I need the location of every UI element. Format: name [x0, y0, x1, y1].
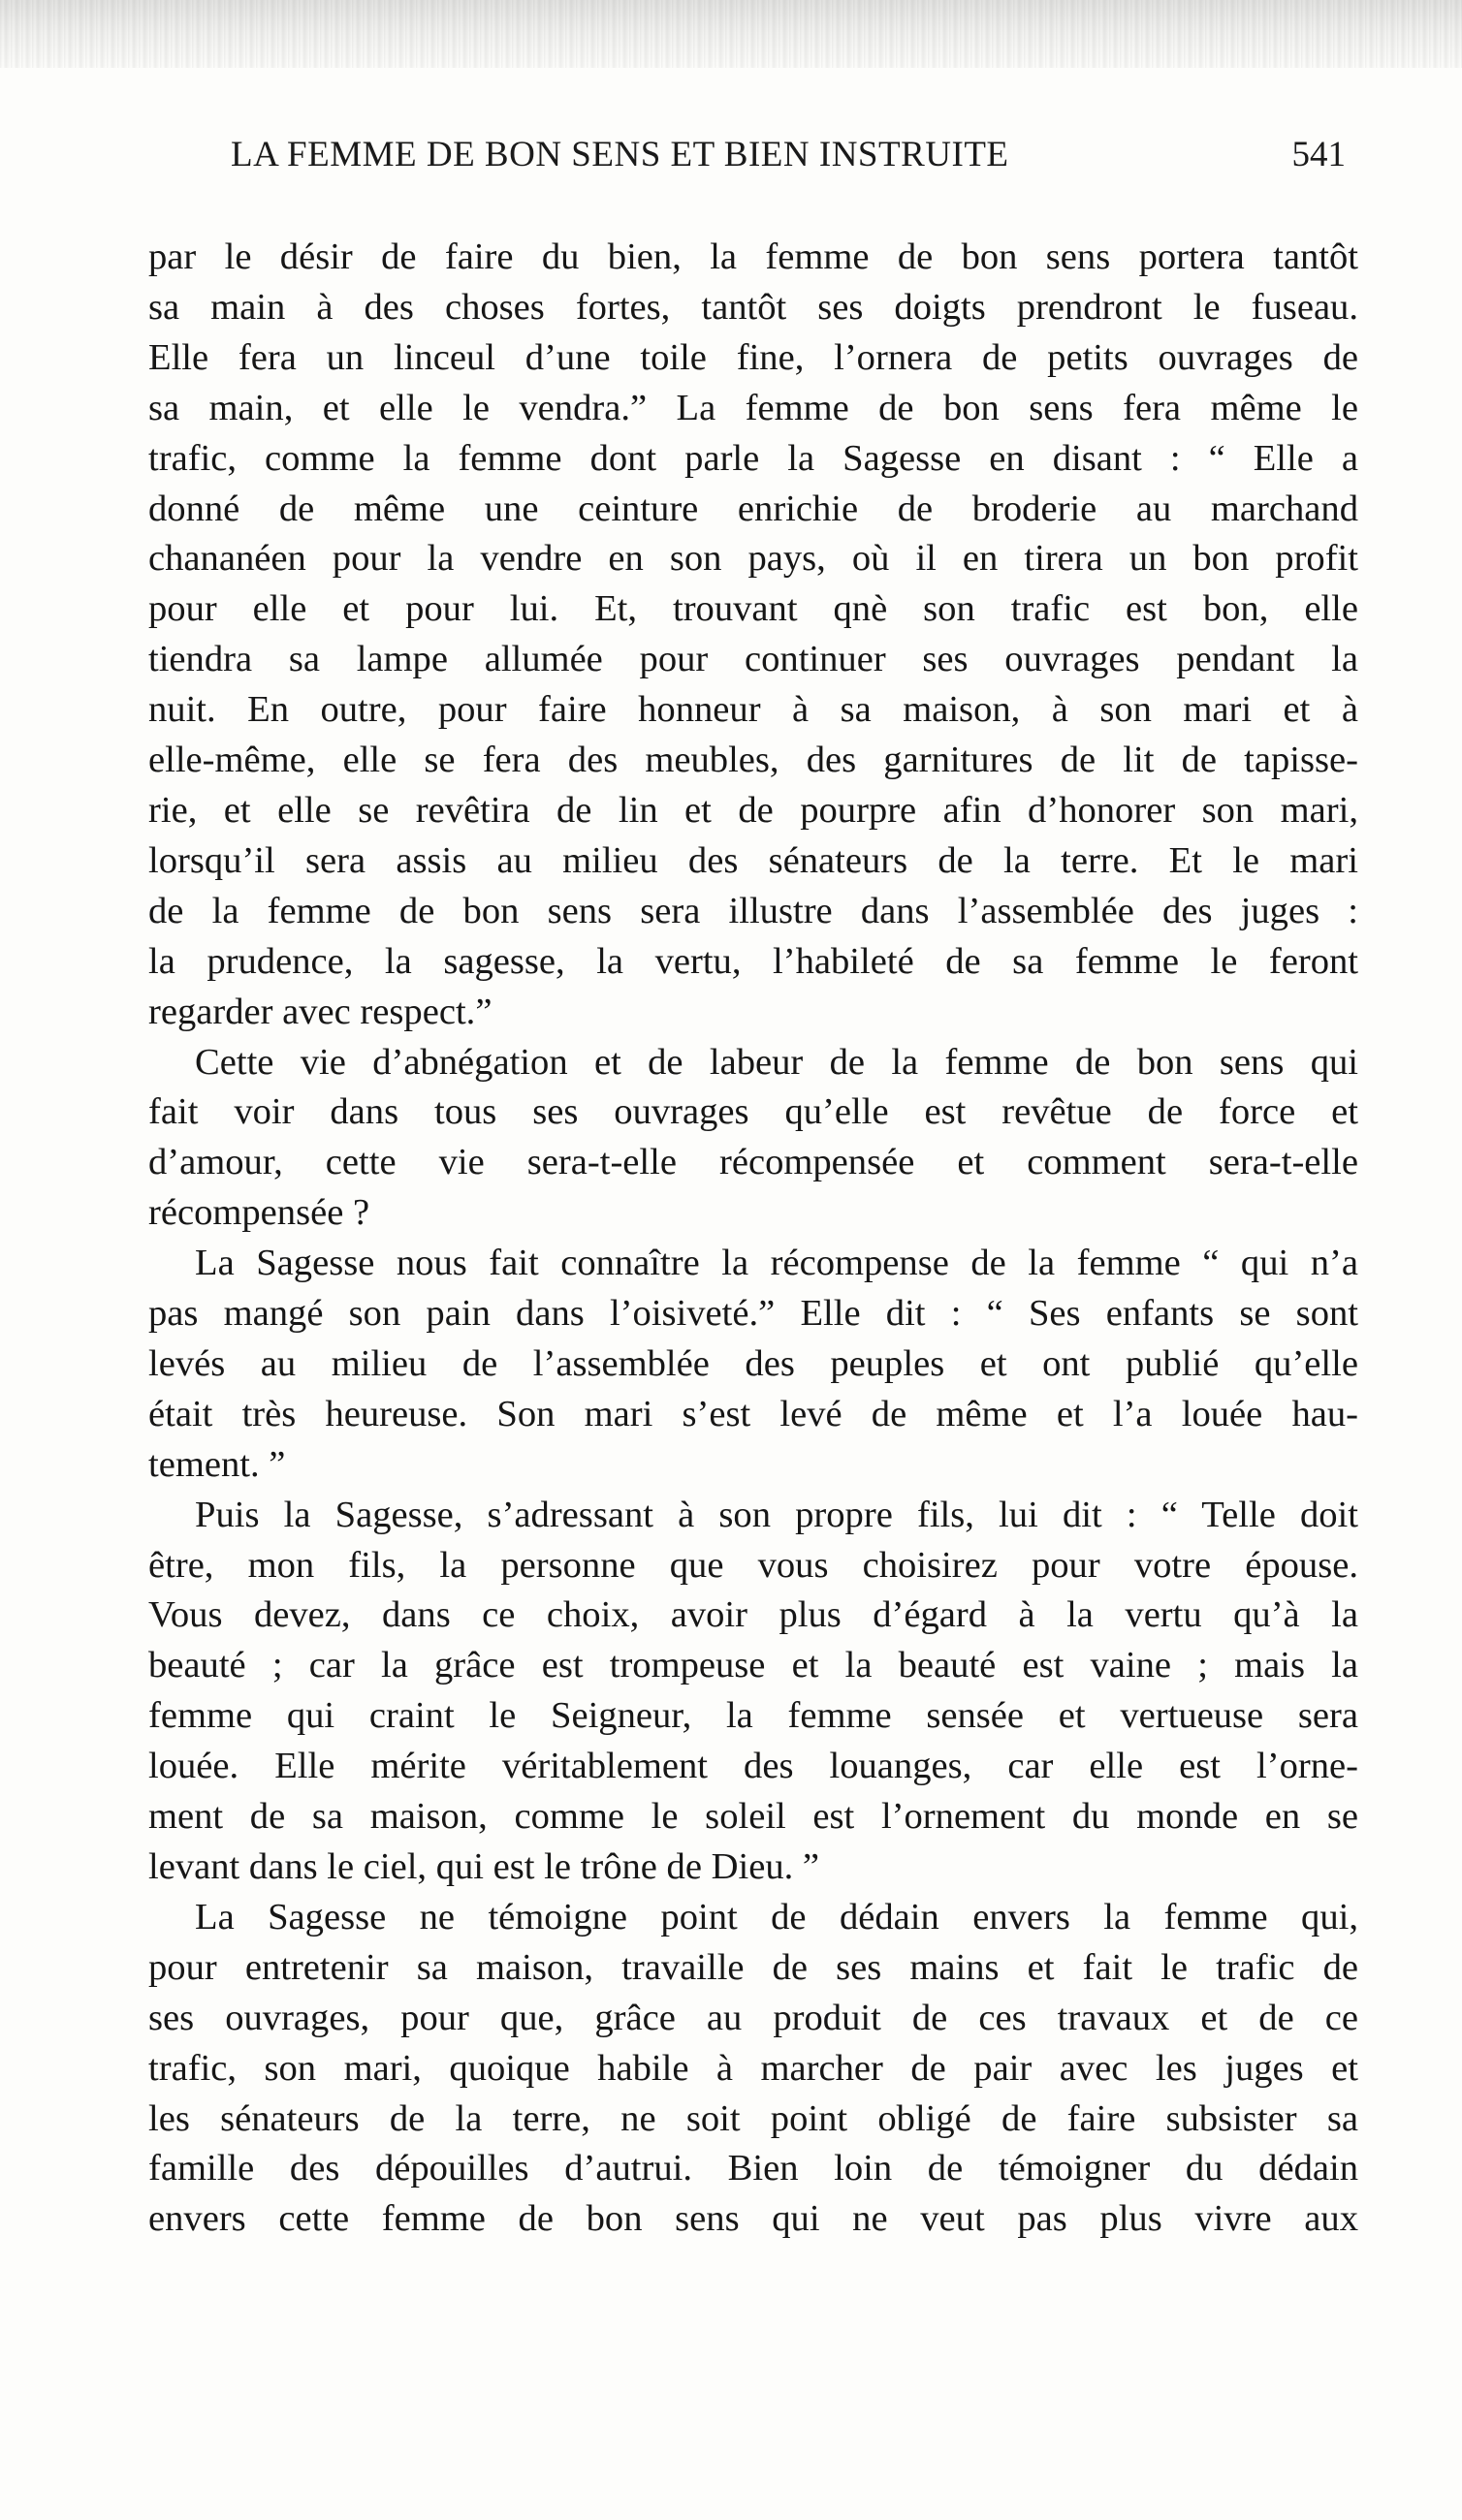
text-line: nuit. En outre, pour faire honneur à sa maison, à son mari et à — [148, 689, 1358, 731]
text-line: La Sagesse ne témoigne point de dédain envers la femme qui, — [195, 1896, 1358, 1937]
paragraph-5 — [148, 1893, 1358, 2245]
text-line: récompensée ? — [148, 1192, 370, 1234]
text-line: beauté ; car la grâce est trompeuse et la beauté est vaine ; mais la — [148, 1645, 1358, 1686]
text-line: la prudence, la sagesse, la vertu, l’habileté de sa femme le feront — [148, 940, 1358, 982]
text-line: Vous devez, dans ce choix, avoir plus d’égard à la vertu qu’à la — [148, 1594, 1358, 1636]
scan-edge-noise — [0, 0, 1462, 68]
text-line: regarder avec respect.” — [148, 991, 493, 1032]
text-line: ses ouvrages, pour que, grâce au produit de ces travaux et de ce — [148, 1997, 1358, 2038]
text-line: pas mangé son pain dans l’oisiveté.” Elle dit : “ Ses enfants se sont — [148, 1293, 1358, 1335]
text-line: La Sagesse nous fait connaître la récompense de la femme “ qui n’a — [195, 1243, 1358, 1284]
text-line: sa main, et elle le vendra.” La femme de bon sens fera même le — [148, 387, 1358, 428]
text-line: famille des dépouilles d’autrui. Bien loin de témoigner du dédain — [148, 2148, 1358, 2189]
text-line: louée. Elle mérite véritablement des louanges, car elle est l’orne- — [148, 1746, 1358, 1787]
text-line: Puis la Sagesse, s’adressant à son propre fils, lui dit : “ Telle doit — [195, 1494, 1358, 1535]
text-line: Cette vie d’abnégation et de labeur de la femme de bon sens qui — [195, 1041, 1358, 1083]
text-line: femme qui craint le Seigneur, la femme sensée et vertueuse sera — [148, 1695, 1358, 1737]
text-line: fait voir dans tous ses ouvrages qu’elle est revêtue de force et — [148, 1091, 1358, 1133]
text-line: trafic, comme la femme dont parle la Sagesse en disant : “ Elle a — [148, 437, 1358, 479]
text-line: tiendra sa lampe allumée pour continuer ses ouvrages pendant la — [148, 639, 1358, 680]
text-line: pour entretenir sa maison, travaille de ses mains et fait le trafic de — [148, 1946, 1358, 1988]
text-line: levés au milieu de l’assemblée des peuples et ont publié qu’elle — [148, 1342, 1358, 1384]
text-line: ment de sa maison, comme le soleil est l’ornement du monde en se — [148, 1796, 1358, 1838]
text-line: chananéen pour la vendre en son pays, où il en tirera un bon profit — [148, 538, 1358, 580]
text-line: levant dans le ciel, qui est le trône de Dieu. ” — [148, 1846, 820, 1887]
text-line: était très heureuse. Son mari s’est levé de même et l’a louée hau- — [148, 1393, 1358, 1434]
text-line: pour elle et pour lui. Et, trouvant qnè son trafic est bon, elle — [148, 588, 1358, 630]
text-line: envers cette femme de bon sens qui ne veut pas plus vivre aux — [148, 2198, 1358, 2240]
body-text — [148, 233, 1358, 2245]
text-line: lorsqu’il sera assis au milieu des sénateurs de la terre. Et le mari — [148, 839, 1358, 881]
page-header — [231, 134, 1346, 192]
text-line: par le désir de faire du bien, la femme de bon sens portera tantôt — [148, 236, 1358, 277]
paragraph-3 — [148, 1239, 1358, 1491]
text-line: donné de même une ceinture enrichie de broderie au marchand — [148, 488, 1358, 529]
paragraph-4 — [148, 1491, 1358, 1893]
text-line: tement. ” — [148, 1443, 286, 1485]
text-line: trafic, son mari, quoique habile à marcher de pair avec les juges et — [148, 2047, 1358, 2089]
text-line: les sénateurs de la terre, ne soit point obligé de faire subsister sa — [148, 2097, 1358, 2139]
paragraph-1 — [148, 233, 1358, 1038]
text-line: elle-même, elle se fera des meubles, des garnitures de lit de tapisse- — [148, 740, 1358, 781]
paragraph-2 — [148, 1038, 1358, 1240]
page-number: 541 — [1291, 135, 1346, 174]
text-line: sa main à des choses fortes, tantôt ses doigts prendront le fuseau. — [148, 286, 1358, 328]
text-line: rie, et elle se revêtira de lin et de pourpre afin d’honorer son mari, — [148, 789, 1358, 831]
text-line: d’amour, cette vie sera-t-elle récompensée et comment sera-t-elle — [148, 1142, 1358, 1183]
text-line: Elle fera un linceul d’une toile fine, l’ornera de petits ouvrages de — [148, 336, 1358, 378]
running-title: LA FEMME DE BON SENS ET BIEN INSTRUITE — [231, 135, 1009, 174]
text-line: de la femme de bon sens sera illustre dans l’assemblée des juges : — [148, 890, 1358, 931]
text-line: être, mon fils, la personne que vous choisirez pour votre épouse. — [148, 1544, 1358, 1586]
